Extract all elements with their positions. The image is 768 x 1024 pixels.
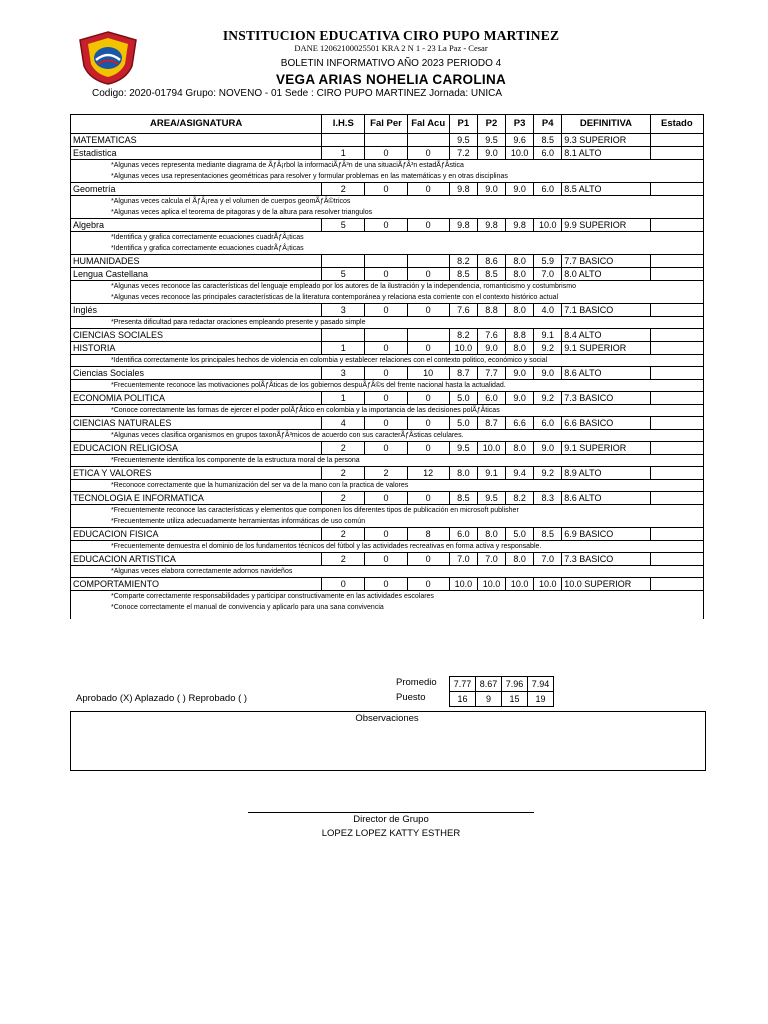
promedio-cell: 7.94 (528, 677, 554, 692)
table-header-row (71, 115, 704, 134)
grade-cell-p3: 8.0 (506, 304, 534, 317)
column-header: P3 (506, 115, 534, 134)
estado-cell (650, 255, 703, 268)
comment-text: *Identifica y grafica correctamente ecuaciones cuadrÃƒÂ¡ticas (111, 245, 304, 252)
grade-cell-fper: 0 (365, 219, 407, 232)
grade-cell-ihs: 2 (322, 553, 365, 566)
estado-cell (650, 528, 703, 541)
grade-cell-fper: 0 (365, 578, 407, 591)
comment-cell (71, 480, 704, 492)
grade-cell-p2: 9.5 (477, 134, 505, 147)
grades-table (70, 114, 704, 619)
grade-cell-facu (407, 134, 449, 147)
subject-name: ECONOMIA POLITICA (71, 392, 322, 405)
comment-text: *Reconoce correctamente que la humanización del ser va de la mano con la practica de valores (111, 482, 409, 489)
comment-row (71, 541, 704, 553)
estado-cell (650, 134, 703, 147)
grade-cell-facu: 0 (407, 442, 449, 455)
grade-cell-p2: 6.0 (477, 392, 505, 405)
grade-cell-p2: 9.5 (477, 492, 505, 505)
comment-cell (71, 281, 704, 304)
subject-row (71, 578, 704, 591)
comment-text: *Frecuentemente demuestra el dominio de los fundamentos técnicos del fútbol y las actividades recreativas en forma activa y responsable. (111, 543, 542, 550)
grade-cell-p4: 8.5 (534, 528, 562, 541)
definitiva-cell: 7.7 BASICO (562, 255, 650, 268)
grade-cell-p1: 5.0 (449, 417, 477, 430)
grade-cell-ihs: 1 (322, 342, 365, 355)
grade-cell-facu: 0 (407, 219, 449, 232)
grade-cell-ihs: 1 (322, 147, 365, 160)
grade-cell-fper: 0 (365, 417, 407, 430)
grade-cell-facu (407, 329, 449, 342)
comment-row (71, 430, 704, 442)
definitiva-cell: 10.0 SUPERIOR (562, 578, 650, 591)
grade-cell-ihs: 3 (322, 367, 365, 380)
comment-cell (71, 405, 704, 417)
comment-row (71, 566, 704, 578)
puesto-cell: 16 (450, 692, 476, 707)
grade-cell-p3: 8.0 (506, 442, 534, 455)
comment-row (71, 281, 704, 304)
comment-text: *Comparte correctamente responsabilidades y participar constructivamente en las actividades escolares (111, 593, 434, 600)
comment-text: *Frecuentemente utiliza adecuadamente herramientas informáticas de uso común (111, 518, 366, 525)
subject-name: CIENCIAS SOCIALES (71, 329, 322, 342)
comment-cell (71, 160, 704, 183)
comment-cell (71, 232, 704, 255)
boletin-title: BOLETIN INFORMATIVO AÑO 2023 PERIODO 4 (280, 58, 502, 69)
grade-cell-p3: 6.6 (506, 417, 534, 430)
grade-cell-ihs (322, 329, 365, 342)
subject-name: EDUCACION RELIGIOSA (71, 442, 322, 455)
estado-cell (650, 183, 703, 196)
grade-cell-p2: 9.0 (477, 183, 505, 196)
column-header: I.H.S (322, 115, 365, 134)
comment-cell (71, 505, 704, 528)
table-bottom-spacer (71, 613, 704, 619)
comment-text: *Algunas veces usa representaciones geométricas para resolver y formular problemas en las matemáticas y en otras disciplinas (111, 173, 508, 180)
comment-row (71, 405, 704, 417)
definitiva-cell: 8.9 ALTO (562, 467, 650, 480)
summary-table (449, 676, 554, 707)
estado-cell (650, 578, 703, 591)
definitiva-cell: 9.1 SUPERIOR (562, 442, 650, 455)
signature-name: LOPEZ LOPEZ KATTY ESTHER (321, 828, 461, 839)
grade-cell-fper: 0 (365, 392, 407, 405)
definitiva-cell: 9.3 SUPERIOR (562, 134, 650, 147)
promedio-label: Promedio (396, 677, 437, 688)
estado-cell (650, 219, 703, 232)
grade-cell-p2: 8.0 (477, 528, 505, 541)
grade-cell-p1: 9.5 (449, 442, 477, 455)
grade-cell-ihs: 2 (322, 467, 365, 480)
grade-cell-p4: 7.0 (534, 268, 562, 281)
definitiva-cell: 8.0 ALTO (562, 268, 650, 281)
grade-cell-p4: 9.2 (534, 392, 562, 405)
grade-cell-facu (407, 255, 449, 268)
definitiva-cell: 9.9 SUPERIOR (562, 219, 650, 232)
comment-cell (71, 566, 704, 578)
definitiva-cell: 7.1 BASICO (562, 304, 650, 317)
grade-cell-ihs: 1 (322, 392, 365, 405)
grade-cell-p2: 7.0 (477, 553, 505, 566)
comment-cell (71, 541, 704, 553)
grade-cell-p4: 8.3 (534, 492, 562, 505)
grade-cell-p1: 9.5 (449, 134, 477, 147)
estado-cell (650, 304, 703, 317)
grade-cell-ihs: 0 (322, 578, 365, 591)
estado-cell (650, 553, 703, 566)
grade-cell-p2: 9.0 (477, 342, 505, 355)
grade-cell-fper (365, 329, 407, 342)
grade-cell-fper: 0 (365, 492, 407, 505)
comment-row (71, 480, 704, 492)
grade-cell-p3: 10.0 (506, 147, 534, 160)
estado-cell (650, 367, 703, 380)
column-header: P1 (449, 115, 477, 134)
grade-cell-p1: 7.6 (449, 304, 477, 317)
grade-cell-p4: 9.2 (534, 342, 562, 355)
comment-cell (71, 317, 704, 329)
grade-cell-p4: 9.2 (534, 467, 562, 480)
column-header: Fal Acu (407, 115, 449, 134)
promedio-cell: 7.77 (450, 677, 476, 692)
definitiva-cell: 6.9 BASICO (562, 528, 650, 541)
column-header: DEFINITIVA (562, 115, 650, 134)
subject-row (71, 219, 704, 232)
grade-cell-ihs: 5 (322, 219, 365, 232)
comment-text: *Frecuentemente reconoce las motivaciones polÃƒÂticas de los gobiernos despuÃƒÂ©s del frente nacional hasta la actualidad. (111, 382, 506, 389)
puesto-cell: 9 (476, 692, 502, 707)
grade-cell-p4: 8.5 (534, 134, 562, 147)
subject-name: COMPORTAMIENTO (71, 578, 322, 591)
subject-name: EDUCACION FISICA (71, 528, 322, 541)
grade-cell-p1: 8.0 (449, 467, 477, 480)
comment-text: *Frecuentemente reconoce las características y elementos que componen los diferentes tipos de publicación en microsoft publisher (111, 507, 519, 514)
subject-row (71, 342, 704, 355)
estado-cell (650, 467, 703, 480)
grade-cell-fper: 2 (365, 467, 407, 480)
comment-text: *Algunas veces representa mediante diagrama de ÃƒÂ¡rbol la informaciÃƒÂ³n de una situaciÃƒÂ³n estadÃƒÂstica (111, 162, 464, 169)
comment-cell (71, 591, 704, 614)
grade-cell-p3: 9.0 (506, 183, 534, 196)
comment-text: *Conoce correctamente el manual de convivencia y aplicarlo para una sana convivencia (111, 604, 384, 611)
column-header: AREA/ASIGNATURA (71, 115, 322, 134)
comment-row (71, 505, 704, 528)
comment-row (71, 455, 704, 467)
grade-cell-fper (365, 255, 407, 268)
comment-cell (71, 455, 704, 467)
grade-cell-ihs (322, 255, 365, 268)
signature-line (248, 812, 534, 813)
area-row (71, 255, 704, 268)
puesto-label: Puesto (396, 692, 426, 703)
promedio-cell: 7.96 (502, 677, 528, 692)
comment-row (71, 232, 704, 255)
grade-cell-p2: 9.0 (477, 147, 505, 160)
signature-role: Director de Grupo (353, 814, 429, 825)
grade-cell-p4: 6.0 (534, 183, 562, 196)
grade-cell-fper: 0 (365, 304, 407, 317)
grade-cell-p1: 10.0 (449, 342, 477, 355)
grade-cell-p2: 8.5 (477, 268, 505, 281)
grade-cell-p3: 10.0 (506, 578, 534, 591)
grade-cell-p1: 6.0 (449, 528, 477, 541)
comment-row (71, 317, 704, 329)
grade-cell-p3: 8.8 (506, 329, 534, 342)
comment-text: *Algunas veces calcula el ÃƒÂ¡rea y el volumen de cuerpos geomÃƒÂ©tricos (111, 198, 351, 205)
comment-text: *Algunas veces reconoce las principales características de la literatura contemporánea y relaciona esta corriente con el contexto histórico actual (111, 294, 559, 301)
grade-cell-p4: 5.9 (534, 255, 562, 268)
estado-cell (650, 442, 703, 455)
comment-text: *Algunas veces aplica el teorema de pitagoras y de la altura para resolver triangulos (111, 209, 373, 216)
comment-row (71, 380, 704, 392)
grade-cell-p2: 8.7 (477, 417, 505, 430)
grade-cell-fper: 0 (365, 147, 407, 160)
definitiva-cell: 8.5 ALTO (562, 183, 650, 196)
status-line: Aprobado (X) Aplazado ( ) Reprobado ( ) (76, 693, 248, 704)
puesto-cell: 15 (502, 692, 528, 707)
comment-row (71, 196, 704, 219)
comment-row (71, 355, 704, 367)
subject-row (71, 467, 704, 480)
estado-cell (650, 329, 703, 342)
grade-cell-p4: 4.0 (534, 304, 562, 317)
estado-cell (650, 417, 703, 430)
grade-cell-facu: 0 (407, 578, 449, 591)
comment-text: *Algunas veces elabora correctamente adornos navideños (111, 568, 293, 575)
subject-row (71, 528, 704, 541)
grade-cell-p3: 9.8 (506, 219, 534, 232)
estado-cell (650, 392, 703, 405)
grade-cell-p1: 9.8 (449, 219, 477, 232)
grade-cell-facu: 0 (407, 492, 449, 505)
comment-text: *Presenta dificultad para redactar oraciones empleando presente y pasado simple (111, 319, 366, 326)
grade-cell-p1: 8.7 (449, 367, 477, 380)
grade-cell-p1: 7.2 (449, 147, 477, 160)
comment-text: *Conoce correctamente las formas de ejercer el poder polÃƒÂtico en colombia y la importancia de las decisiones polÃƒÂticas (111, 407, 500, 414)
grade-cell-p1: 8.2 (449, 255, 477, 268)
comment-cell (71, 380, 704, 392)
subject-row (71, 553, 704, 566)
grade-cell-p4: 6.0 (534, 417, 562, 430)
grade-cell-p3: 5.0 (506, 528, 534, 541)
comment-row (71, 160, 704, 183)
grade-cell-p1: 5.0 (449, 392, 477, 405)
promedio-row (450, 677, 554, 692)
grade-cell-p3: 8.0 (506, 342, 534, 355)
subject-row (71, 183, 704, 196)
comment-text: *Algunas veces reconoce las características del lenguaje empleado por los autores de la ilustración y la independencia, romanticismo y costumbrismo (111, 283, 576, 290)
subject-row (71, 417, 704, 430)
subject-row (71, 492, 704, 505)
grade-cell-ihs: 4 (322, 417, 365, 430)
subject-name: Inglés (71, 304, 322, 317)
grade-cell-p2: 7.6 (477, 329, 505, 342)
grade-cell-fper (365, 134, 407, 147)
comment-row (71, 591, 704, 614)
subject-name: CIENCIAS NATURALES (71, 417, 322, 430)
grade-cell-p3: 8.0 (506, 553, 534, 566)
definitiva-cell: 8.6 ALTO (562, 367, 650, 380)
grade-cell-p3: 8.0 (506, 255, 534, 268)
grade-cell-p2: 9.1 (477, 467, 505, 480)
grade-cell-facu: 0 (407, 417, 449, 430)
grade-cell-facu: 0 (407, 268, 449, 281)
grade-cell-fper: 0 (365, 442, 407, 455)
puesto-cell: 19 (528, 692, 554, 707)
column-header: P2 (477, 115, 505, 134)
grade-cell-p3: 8.0 (506, 268, 534, 281)
comment-cell (71, 196, 704, 219)
subject-name: Algebra (71, 219, 322, 232)
grade-cell-p3: 8.2 (506, 492, 534, 505)
grade-cell-facu: 0 (407, 342, 449, 355)
grade-cell-fper: 0 (365, 268, 407, 281)
grade-cell-ihs: 3 (322, 304, 365, 317)
grade-cell-p1: 9.8 (449, 183, 477, 196)
grade-cell-p2: 8.6 (477, 255, 505, 268)
comment-text: *Identifica correctamente los principales hechos de violencia en colombia y establecer relaciones con el contexto politico, económico y social (111, 357, 548, 364)
grade-cell-p3: 9.0 (506, 367, 534, 380)
grade-cell-fper: 0 (365, 528, 407, 541)
grade-cell-p1: 7.0 (449, 553, 477, 566)
promedio-cell: 8.67 (476, 677, 502, 692)
column-header: Estado (650, 115, 703, 134)
grade-cell-p4: 10.0 (534, 578, 562, 591)
grade-cell-facu: 0 (407, 147, 449, 160)
definitiva-cell: 8.6 ALTO (562, 492, 650, 505)
grade-cell-facu: 12 (407, 467, 449, 480)
grade-cell-ihs: 2 (322, 183, 365, 196)
subject-row (71, 304, 704, 317)
subject-name: HUMANIDADES (71, 255, 322, 268)
school-name: INSTITUCION EDUCATIVA CIRO PUPO MARTINEZ (222, 28, 560, 43)
definitiva-cell: 7.3 BASICO (562, 392, 650, 405)
grade-cell-p1: 8.5 (449, 492, 477, 505)
subject-name: TECNOLOGIA E INFORMATICA (71, 492, 322, 505)
grade-cell-facu: 0 (407, 304, 449, 317)
observaciones-title: Observaciones (355, 713, 419, 724)
grade-cell-p3: 9.6 (506, 134, 534, 147)
grade-cell-p4: 6.0 (534, 147, 562, 160)
subject-row (71, 147, 704, 160)
estado-cell (650, 492, 703, 505)
estado-cell (650, 342, 703, 355)
grade-cell-p1: 8.2 (449, 329, 477, 342)
area-row (71, 329, 704, 342)
grade-cell-p2: 7.7 (477, 367, 505, 380)
grade-cell-p4: 9.0 (534, 367, 562, 380)
grade-cell-p1: 10.0 (449, 578, 477, 591)
comment-text: *Identifica y grafica correctamente ecuaciones cuadrÃƒÂ¡ticas (111, 234, 304, 241)
grade-cell-fper: 0 (365, 553, 407, 566)
subject-name: ETICA Y VALORES (71, 467, 322, 480)
puesto-row (450, 692, 554, 707)
definitiva-cell: 8.4 ALTO (562, 329, 650, 342)
subject-row (71, 442, 704, 455)
subject-name: HISTORIA (71, 342, 322, 355)
grade-cell-p4: 9.1 (534, 329, 562, 342)
grade-cell-facu: 10 (407, 367, 449, 380)
grade-cell-p3: 9.0 (506, 392, 534, 405)
area-row (71, 134, 704, 147)
subject-row (71, 392, 704, 405)
dane-line: DANE 12062100025501 KRA 2 N 1 - 23 La Paz - Cesar (294, 43, 488, 53)
subject-row (71, 367, 704, 380)
subject-name: Ciencias Sociales (71, 367, 322, 380)
grade-cell-facu: 0 (407, 392, 449, 405)
school-shield-logo-icon (76, 30, 140, 86)
subject-name: Estadistica (71, 147, 322, 160)
student-info-line: Codigo: 2020-01794 Grupo: NOVENO - 01 Sede : CIRO PUPO MARTINEZ Jornada: UNICA (92, 88, 502, 99)
column-header: P4 (534, 115, 562, 134)
student-name: VEGA ARIAS NOHELIA CAROLINA (275, 72, 507, 87)
grade-cell-p2: 8.8 (477, 304, 505, 317)
comment-cell (71, 355, 704, 367)
subject-name: EDUCACION ARTISTICA (71, 553, 322, 566)
subject-name: Lengua Castellana (71, 268, 322, 281)
grade-cell-ihs: 5 (322, 268, 365, 281)
subject-row (71, 268, 704, 281)
grade-cell-p1: 8.5 (449, 268, 477, 281)
definitiva-cell: 7.3 BASICO (562, 553, 650, 566)
grade-cell-ihs: 2 (322, 492, 365, 505)
grade-cell-facu: 0 (407, 553, 449, 566)
grade-cell-p2: 9.8 (477, 219, 505, 232)
grade-cell-p3: 9.4 (506, 467, 534, 480)
subject-name: Geometría (71, 183, 322, 196)
grade-cell-ihs: 2 (322, 442, 365, 455)
grade-cell-ihs: 2 (322, 528, 365, 541)
grade-cell-p4: 10.0 (534, 219, 562, 232)
grade-cell-fper: 0 (365, 367, 407, 380)
subject-name: MATEMATICAS (71, 134, 322, 147)
comment-text: *Algunas veces clasifica organismos en grupos taxonÃƒÂ³micos de acuerdo con sus caracterÃƒÂsticas celulares. (111, 432, 464, 439)
grade-cell-facu: 8 (407, 528, 449, 541)
comment-cell (71, 430, 704, 442)
grade-cell-ihs (322, 134, 365, 147)
estado-cell (650, 268, 703, 281)
comment-text: *Frecuentemente identifica los componente de la estructura moral de la persona (111, 457, 360, 464)
grade-cell-p2: 10.0 (477, 578, 505, 591)
definitiva-cell: 9.1 SUPERIOR (562, 342, 650, 355)
column-header: Fal Per (365, 115, 407, 134)
definitiva-cell: 8.1 ALTO (562, 147, 650, 160)
grade-cell-p4: 9.0 (534, 442, 562, 455)
grade-cell-fper: 0 (365, 342, 407, 355)
grade-cell-facu: 0 (407, 183, 449, 196)
definitiva-cell: 6.6 BASICO (562, 417, 650, 430)
grade-cell-fper: 0 (365, 183, 407, 196)
grade-cell-p4: 7.0 (534, 553, 562, 566)
estado-cell (650, 147, 703, 160)
grade-cell-p2: 10.0 (477, 442, 505, 455)
